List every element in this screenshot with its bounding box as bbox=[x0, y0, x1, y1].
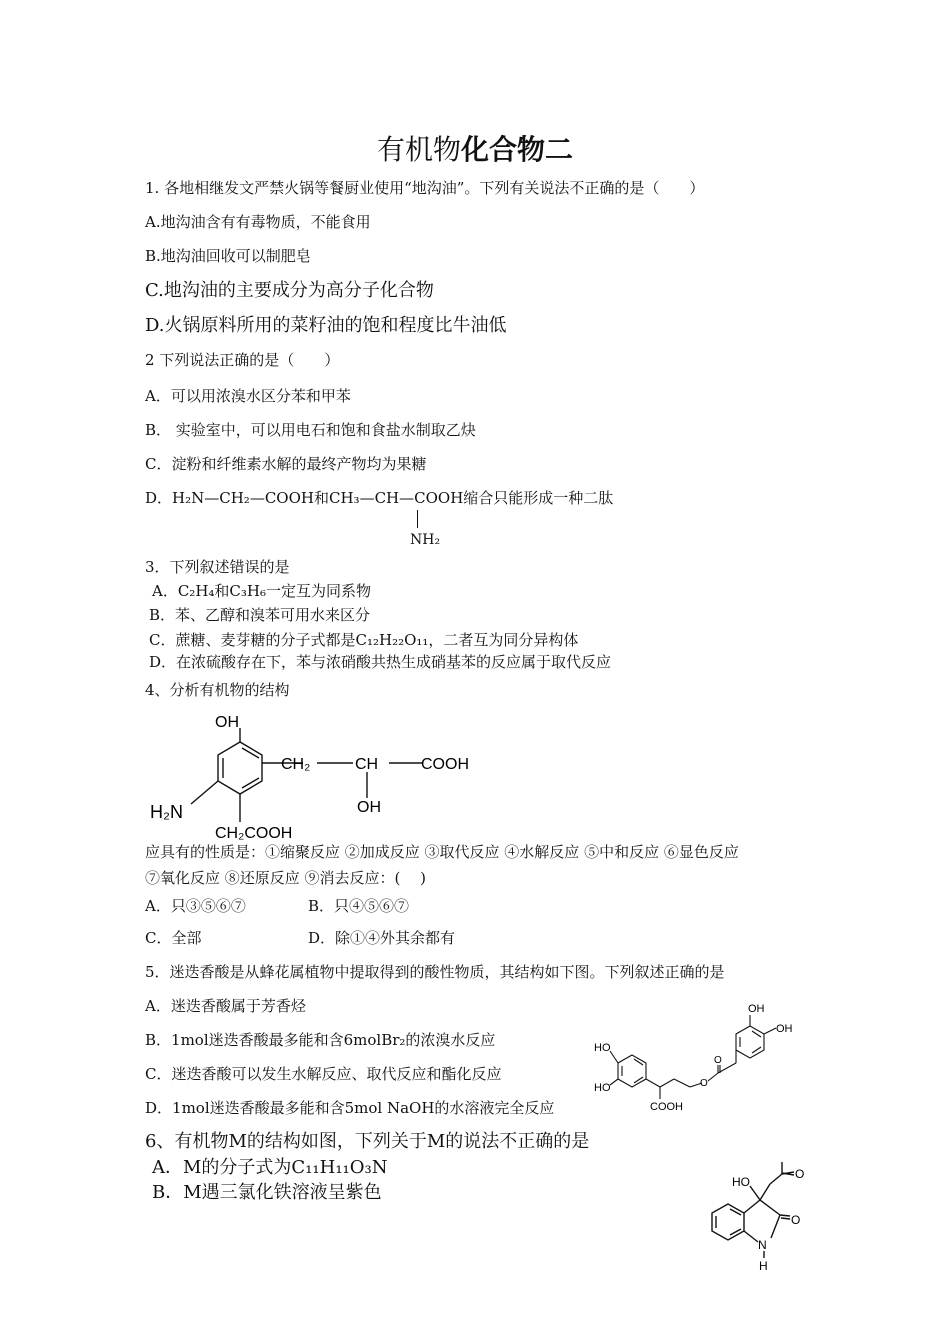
q5-structure-diagram bbox=[590, 995, 815, 1120]
q2-option-a: A．可以用浓溴水区分苯和甲苯 bbox=[145, 387, 351, 405]
q4-structure-diagram bbox=[145, 708, 485, 843]
q5-label-ho-2: HO bbox=[594, 1082, 611, 1094]
q4-option-c: C．全部 bbox=[145, 929, 202, 947]
q4-option-b: B．只④⑤⑥⑦ bbox=[308, 897, 410, 915]
q5-label-oh-1: OH bbox=[748, 1003, 765, 1015]
q2-option-c: C．淀粉和纤维素水解的最终产物均为果糖 bbox=[145, 455, 427, 473]
q1-stem: 1. 各地相继发文严禁火锅等餐厨业使用“地沟油”。下列有关说法不正确的是（ ） bbox=[145, 179, 705, 197]
q3-stem: 3．下列叙述错误的是 bbox=[145, 558, 290, 576]
q2-bond-line bbox=[417, 510, 418, 528]
q5-option-c: C．迷迭香酸可以发生水解反应、取代反应和酯化反应 bbox=[145, 1065, 502, 1083]
q4-label-oh-mid: OH bbox=[357, 799, 381, 816]
q3-option-b: B．苯、乙醇和溴苯可用水来区分 bbox=[149, 606, 371, 624]
q4-option-d: D．除①④外其余都有 bbox=[308, 929, 456, 947]
q4-label-ch: CH bbox=[355, 756, 379, 773]
page-title: 有机物化合物二 bbox=[376, 133, 574, 166]
q1-option-c: C.地沟油的主要成分为高分子化合物 bbox=[145, 280, 434, 301]
q1-option-b: B.地沟油回收可以制肥皂 bbox=[145, 247, 311, 265]
q1-option-d: D.火锅原料所用的菜籽油的饱和程度比牛油低 bbox=[145, 315, 507, 336]
q6-label-o-ketone: O bbox=[795, 1167, 805, 1181]
q3-option-c: C．蔗糖、麦芽糖的分子式都是C₁₂H₂₂O₁₁，二者互为同分异构体 bbox=[149, 631, 579, 649]
q2-stem: 2 下列说法正确的是（ ） bbox=[145, 351, 340, 369]
q5-option-b: B．1mol迷迭香酸最多能和含6molBr₂的浓溴水反应 bbox=[145, 1031, 496, 1049]
q3-option-a: A．C₂H₄和C₃H₆一定互为同系物 bbox=[152, 582, 372, 600]
q6-option-b: B．M遇三氯化铁溶液呈紫色 bbox=[152, 1182, 382, 1203]
svg-text:O: O bbox=[700, 1078, 708, 1089]
q6-stem: 6、有机物M的结构如图，下列关于M的说法不正确的是 bbox=[145, 1131, 590, 1152]
q6-label-ho: HO bbox=[732, 1175, 750, 1189]
q4-label-oh-top: OH bbox=[215, 714, 239, 731]
q4-stem: 4、分析有机物的结构 bbox=[145, 681, 290, 699]
svg-text:O: O bbox=[714, 1055, 722, 1066]
q4-label-ch2cooh: CH₂COOH bbox=[215, 825, 293, 842]
q6-label-o-lactam: O bbox=[791, 1213, 801, 1227]
q4-label-cooh: COOH bbox=[421, 756, 469, 773]
q1-option-a: A.地沟油含有有毒物质，不能食用 bbox=[145, 213, 371, 231]
q4-properties-line2: ⑦氧化反应 ⑧还原反应 ⑨消去反应：( ) bbox=[145, 869, 427, 887]
q2-formula-alanine: CH₃—CH—COOH bbox=[329, 489, 464, 507]
q4-label-ch2: CH₂ bbox=[281, 756, 311, 773]
q5-option-d: D．1mol迷迭香酸最多能和含5mol NaOH的水溶液完全反应 bbox=[145, 1099, 555, 1117]
q5-label-cooh: COOH bbox=[650, 1101, 683, 1113]
q4-properties-line1: 应具有的性质是：①缩聚反应 ②加成反应 ③取代反应 ④水解反应 ⑤中和反应 ⑥显色反应 bbox=[145, 843, 739, 861]
q3-option-d: D．在浓硫酸存在下，苯与浓硝酸共热生成硝基苯的反应属于取代反应 bbox=[149, 653, 612, 671]
q6-label-h: H bbox=[759, 1259, 768, 1273]
q5-label-oh-2: OH bbox=[776, 1023, 793, 1035]
q6-structure-diagram bbox=[700, 1150, 820, 1275]
q6-label-n: N bbox=[758, 1238, 767, 1252]
q5-label-ho-1: HO bbox=[594, 1042, 611, 1054]
q2-option-b: B． 实验室中，可以用电石和饱和食盐水制取乙炔 bbox=[145, 421, 476, 439]
q2-formula-glycine: H₂N—CH₂—COOH bbox=[172, 489, 314, 507]
q5-option-a: A．迷迭香酸属于芳香烃 bbox=[145, 997, 306, 1015]
q4-label-nh2: H₂N bbox=[150, 802, 183, 822]
q4-option-a: A．只③⑤⑥⑦ bbox=[145, 897, 246, 915]
q2-amino-group: NH₂ bbox=[410, 532, 441, 548]
q6-option-a: A．M的分子式为C₁₁H₁₁O₃N bbox=[152, 1157, 388, 1178]
q5-stem: 5．迷迭香酸是从蜂花属植物中提取得到的酸性物质，其结构如下图。下列叙述正确的是 bbox=[145, 963, 725, 981]
q2-option-d: D．H₂N—CH₂—COOH和CH₃—CH—COOH缩合只能形成一种二肽 bbox=[145, 489, 614, 507]
